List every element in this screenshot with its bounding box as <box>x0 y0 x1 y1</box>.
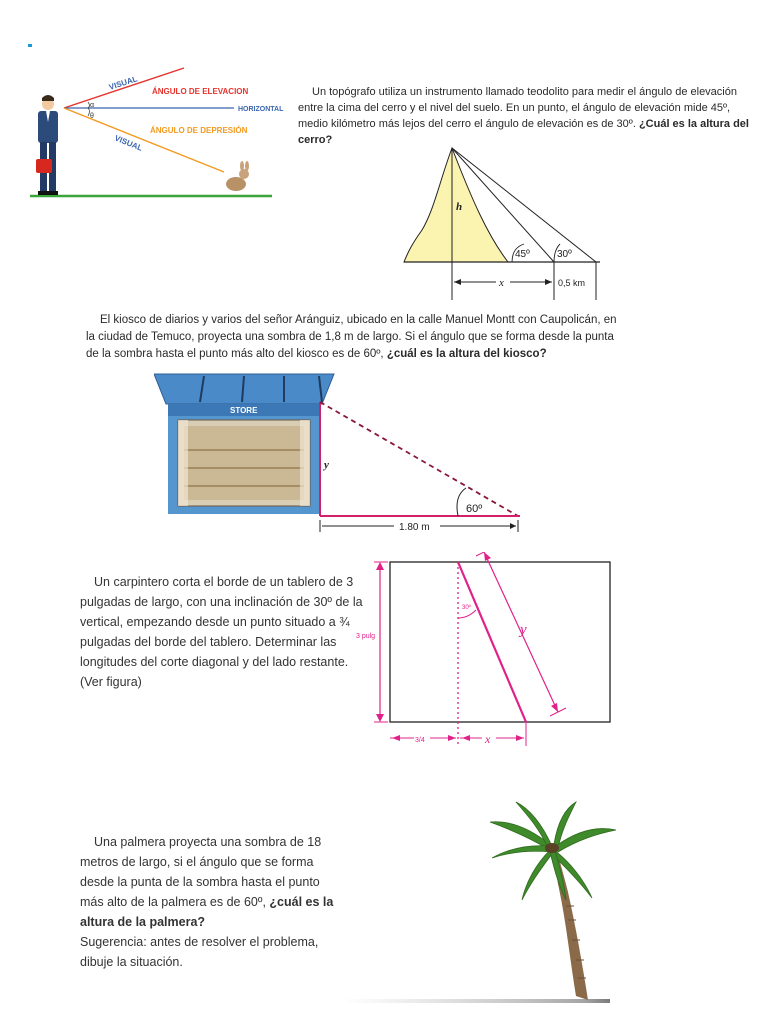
board-diagram <box>352 552 622 748</box>
depression-label: ÁNGULO DE DEPRESIÓN <box>150 126 248 135</box>
problem4-body: Una palmera proyecta una sombra de 18 metros de largo, si el ángulo que se forma desde la punta de la sombra hasta el punto más alto de la palmera es de 60º, <box>80 835 322 909</box>
problem4-text <box>80 832 342 972</box>
alpha-label: α <box>90 102 95 109</box>
cut-line <box>458 562 526 722</box>
problem4-question: ¿cuál es la altura de la palmera? <box>80 895 334 929</box>
problem1-text <box>298 84 758 148</box>
palm-tree-image <box>330 800 620 1010</box>
angle-45-label: 45º <box>515 249 530 260</box>
elevation-depression-diagram <box>28 62 298 204</box>
y-label: y <box>520 622 527 638</box>
elevation-label: ÁNGULO DE ELEVACION <box>152 87 249 96</box>
angle-arc <box>458 610 476 618</box>
side-label: 3 pulg <box>356 633 376 640</box>
angle-arc <box>457 488 466 516</box>
hypotenuse <box>320 402 518 516</box>
man-figure <box>36 95 58 195</box>
frac-label: 3/4 <box>415 737 425 744</box>
visual-line-down <box>64 108 224 172</box>
horizontal-label: HORIZONTAL <box>238 106 284 113</box>
angle-label: 30º <box>462 605 471 611</box>
corner-mark <box>28 44 32 47</box>
problem2-text <box>86 312 626 363</box>
problem3-body: Un carpintero corta el borde de un tablero de 3 pulgadas de largo, con una inclinación de 30º de la vertical, empezando desde un punto situado a ¾ pulgadas del borde del tablero. Determinar las longitudes del corte diagonal y del lado restante. (Ver figura) <box>80 575 363 689</box>
problem1-body: Un topógrafo utiliza un instrumento llamado teodolito para medir el ángulo de elevación entre la cima del cerro y el nivel del suelo. En un punto, el ángulo de elevación mide 45º, medio kilómetro más lejos del cerro el ángulo de elevación es de 30º. <box>298 86 737 130</box>
problem1-question: ¿Cuál es la altura del cerro? <box>298 118 749 146</box>
dist-label: 1.80 m <box>399 522 430 533</box>
kiosk-diagram <box>154 372 534 537</box>
h-label: h <box>456 201 463 213</box>
visual-top-label: VISUAL <box>107 74 139 92</box>
visual-bottom-label: VISUAL <box>113 133 144 153</box>
dist-label: 0,5 km <box>558 278 586 288</box>
y-label: y <box>324 459 329 471</box>
palm-shadow <box>340 999 610 1003</box>
problem2-body: El kiosco de diarios y varios del señor Aránguiz, ubicado en la calle Manuel Montt con Caupolicán, en la ciudad de Temuco, proyecta una sombra de 1,8 m de largo. Si el ángulo que se forma desde la punta de la sombra hasta el punto más alto del kiosco es de 60º, <box>86 314 617 360</box>
angle-30-label: 30º <box>557 249 572 260</box>
hill-diagram <box>400 140 610 300</box>
problem3-text <box>80 572 370 692</box>
problem2-question: ¿cuál es la altura del kiosco? <box>386 348 547 360</box>
store-sign: STORE <box>230 406 258 415</box>
x-label: x <box>485 732 491 746</box>
rabbit-figure <box>226 161 249 191</box>
problem4-hint: Sugerencia: antes de resolver el problema, dibuje la situación. <box>80 935 319 969</box>
x-label: x <box>499 277 504 289</box>
angle-label: 60º <box>466 503 483 515</box>
theta-label: θ <box>90 113 94 120</box>
